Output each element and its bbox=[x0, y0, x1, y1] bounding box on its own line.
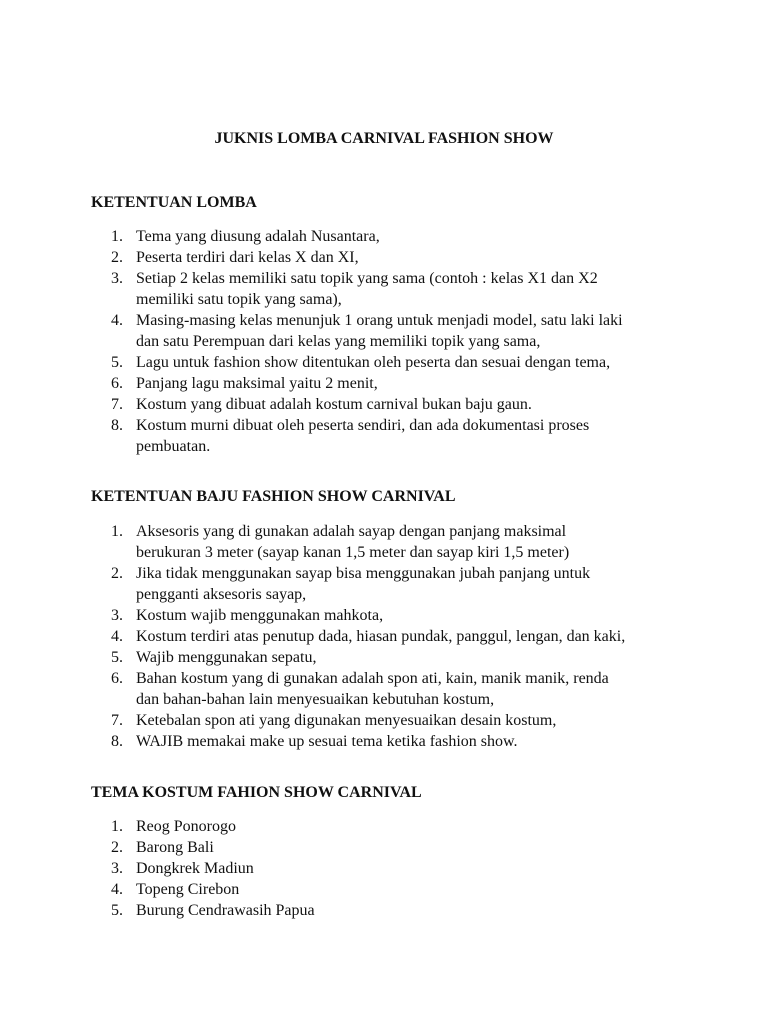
list-item-text: Lagu untuk fashion show ditentukan oleh peserta dan sesuai dengan tema, bbox=[136, 354, 611, 371]
list-item-number: 5. bbox=[111, 354, 123, 371]
list-item-number: 3. bbox=[111, 607, 123, 624]
list-item bbox=[91, 247, 691, 268]
list-item bbox=[91, 521, 691, 563]
list-item-text: WAJIB memakai make up sesuai tema ketika fashion show. bbox=[136, 733, 518, 750]
list-item bbox=[91, 626, 691, 647]
list-item-text-line: Bahan kostum yang di gunakan adalah spon ati, kain, manik manik, renda bbox=[136, 670, 609, 687]
list-item-number: 3. bbox=[111, 270, 123, 287]
list-item bbox=[91, 900, 691, 921]
list-item-number: 6. bbox=[111, 375, 123, 392]
list-item-text: Barong Bali bbox=[136, 839, 214, 856]
list-item bbox=[91, 710, 691, 731]
list-item-number: 8. bbox=[111, 417, 123, 434]
list-item-text-line: pembuatan. bbox=[136, 438, 211, 455]
list-item-text: Panjang lagu maksimal yaitu 2 menit, bbox=[136, 375, 378, 392]
list-item-number: 5. bbox=[111, 902, 123, 919]
list-item-text-line: Setiap 2 kelas memiliki satu topik yang sama (contoh : kelas X1 dan X2 bbox=[136, 270, 598, 287]
section-ketentuan-baju bbox=[91, 486, 691, 752]
list-item bbox=[91, 731, 691, 752]
list-item-text: Dongkrek Madiun bbox=[136, 860, 254, 877]
list-item-text: Ketebalan spon ati yang digunakan menyesuaikan desain kostum, bbox=[136, 712, 557, 729]
list-item bbox=[91, 415, 691, 457]
list-item bbox=[91, 837, 691, 858]
list-item-number: 1. bbox=[111, 818, 123, 835]
list-item bbox=[91, 647, 691, 668]
list-item-text-line: Aksesoris yang di gunakan adalah sayap dengan panjang maksimal bbox=[136, 523, 567, 540]
list-item bbox=[91, 563, 691, 605]
list-item bbox=[91, 226, 691, 247]
list-item-number: 2. bbox=[111, 249, 123, 266]
list-item bbox=[91, 858, 691, 879]
list-item-text-line: dan bahan-bahan lain menyesuaikan kebutuhan kostum, bbox=[136, 691, 495, 708]
list-item bbox=[91, 605, 691, 626]
list-item-number: 4. bbox=[111, 881, 123, 898]
list-item bbox=[91, 373, 691, 394]
section-ketentuan-lomba bbox=[91, 192, 691, 457]
list-item-text: Topeng Cirebon bbox=[136, 881, 240, 898]
section-tema-kostum bbox=[91, 782, 691, 921]
theme-list bbox=[91, 816, 691, 921]
list-item-text: Burung Cendrawasih Papua bbox=[136, 902, 315, 919]
list-item bbox=[91, 352, 691, 373]
list-item-text-line: dan satu Perempuan dari kelas yang memiliki topik yang sama, bbox=[136, 333, 541, 350]
list-item-text-line: memiliki satu topik yang sama), bbox=[136, 291, 342, 308]
list-item-number: 5. bbox=[111, 649, 123, 666]
list-item-number: 7. bbox=[111, 712, 123, 729]
list-item-text: Reog Ponorogo bbox=[136, 818, 236, 835]
list-item bbox=[91, 668, 691, 710]
section-heading: KETENTUAN LOMBA bbox=[91, 194, 257, 211]
list-item-number: 7. bbox=[111, 396, 123, 413]
list-item-number: 8. bbox=[111, 733, 123, 750]
list-item-text-line: Jika tidak menggunakan sayap bisa menggunakan jubah panjang untuk bbox=[136, 565, 591, 582]
list-item-number: 4. bbox=[111, 628, 123, 645]
list-item-number: 1. bbox=[111, 523, 123, 540]
list-item-text: Tema yang diusung adalah Nusantara, bbox=[136, 228, 380, 245]
list-item bbox=[91, 394, 691, 415]
rules-list bbox=[91, 521, 691, 752]
list-item-text: Kostum wajib menggunakan mahkota, bbox=[136, 607, 384, 624]
list-item-number: 6. bbox=[111, 670, 123, 687]
list-item-text: Kostum yang dibuat adalah kostum carnival bukan baju gaun. bbox=[136, 396, 532, 413]
list-item-text-line: Masing-masing kelas menunjuk 1 orang untuk menjadi model, satu laki laki bbox=[136, 312, 623, 329]
list-item-number: 2. bbox=[111, 839, 123, 856]
list-item-number: 1. bbox=[111, 228, 123, 245]
list-item bbox=[91, 816, 691, 837]
document-title: JUKNIS LOMBA CARNIVAL FASHION SHOW bbox=[214, 130, 554, 147]
list-item-text: Wajib menggunakan sepatu, bbox=[136, 649, 317, 666]
list-item bbox=[91, 268, 691, 310]
rules-list bbox=[91, 226, 691, 457]
list-item-number: 2. bbox=[111, 565, 123, 582]
list-item-text-line: Kostum murni dibuat oleh peserta sendiri, dan ada dokumentasi proses bbox=[136, 417, 590, 434]
list-item-text-line: pengganti aksesoris sayap, bbox=[136, 586, 307, 603]
list-item-text: Kostum terdiri atas penutup dada, hiasan pundak, panggul, lengan, dan kaki, bbox=[136, 628, 626, 645]
list-item bbox=[91, 879, 691, 900]
section-heading: KETENTUAN BAJU FASHION SHOW CARNIVAL bbox=[91, 488, 456, 505]
section-heading: TEMA KOSTUM FAHION SHOW CARNIVAL bbox=[91, 784, 422, 801]
list-item-text: Peserta terdiri dari kelas X dan XI, bbox=[136, 249, 359, 266]
list-item bbox=[91, 310, 691, 352]
list-item-number: 4. bbox=[111, 312, 123, 329]
list-item-number: 3. bbox=[111, 860, 123, 877]
list-item-text-line: berukuran 3 meter (sayap kanan 1,5 meter dan sayap kiri 1,5 meter) bbox=[136, 544, 570, 561]
